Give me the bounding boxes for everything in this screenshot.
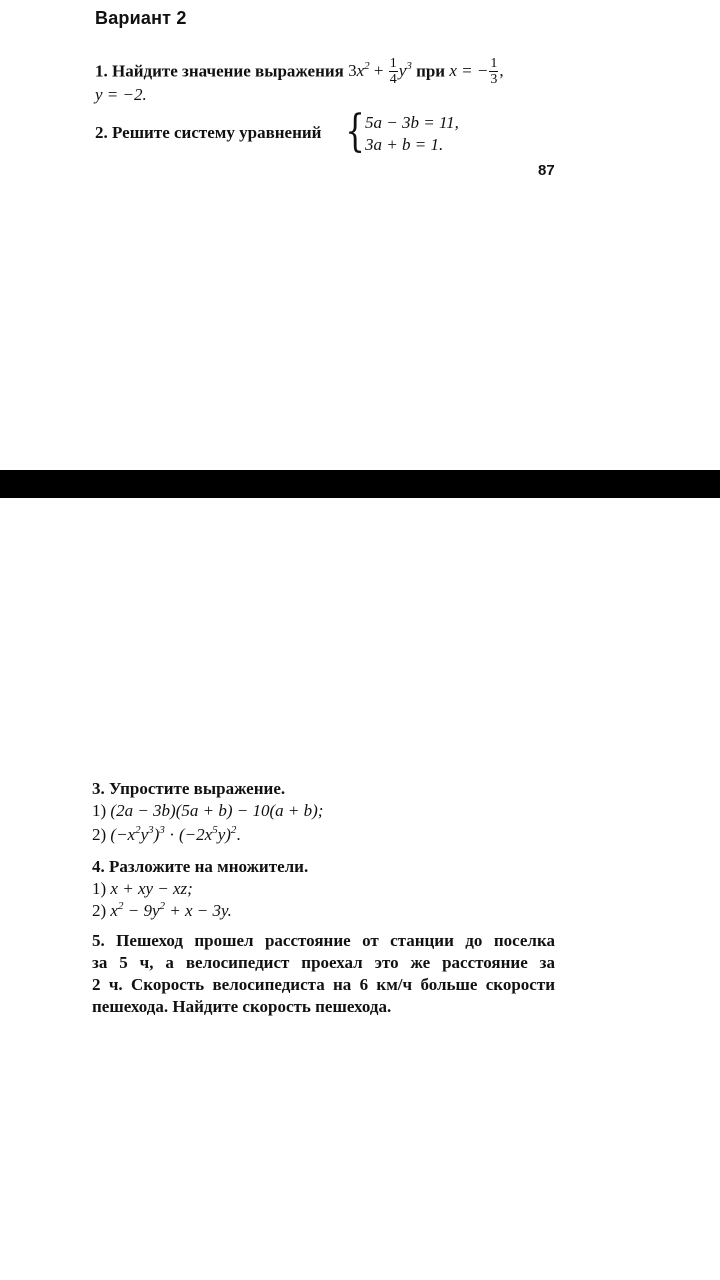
variant-title: Вариант 2 — [95, 8, 187, 28]
task-5-line-4: пешехода. Найдите скорость пешехода. — [92, 997, 392, 1016]
task-1-fraction: $\frac{1}{4}$ — [389, 56, 397, 87]
task-4-item-1: 1) x + xy − xz; — [92, 879, 193, 898]
page-top — [0, 0, 720, 470]
task-3-item-2: 2) $(-x^2y^3)^3 \cdot (-2x^5y)^2$. — [92, 824, 241, 844]
page-number: 87 — [538, 162, 555, 179]
task-1-expression: $3x^2$ + $\frac{1}{4}$ $y^3$ — [348, 56, 412, 87]
task-1-number: 1. — [95, 61, 108, 81]
task-1 — [95, 57, 504, 88]
task-2-equation-2: 3a + b = 1. — [365, 135, 444, 154]
task-5 — [92, 930, 555, 1018]
page-separator-bar — [0, 470, 720, 498]
task-5-line-1: 5. Пешеход прошел расстояние от станции до поселка — [92, 931, 555, 950]
task-3-heading: 3. Упростите выражение. — [92, 779, 286, 798]
task-4-heading: 4. Разложите на множители. — [92, 857, 309, 876]
system-brace: { — [345, 106, 365, 157]
task-5-line-3: 2 ч. Скорость велосипедиста на 6 км/ч больше скорости — [92, 975, 555, 994]
task-2-text: Решите систему уравнений — [112, 123, 322, 142]
task-5-line-2: за 5 ч, а велосипедист проехал это же расстояние за — [92, 953, 555, 972]
task-1-text: Найдите значение выражения — [112, 61, 344, 81]
task-2-equation-1: 5a − 3b = 11, — [365, 113, 459, 132]
task-2 — [95, 122, 321, 144]
task-2-number: 2. — [95, 123, 108, 142]
task-3-item-1: 1) (2a − 3b)(5a + b) − 10(a + b); — [92, 801, 324, 820]
task-1-word-pri: при — [416, 61, 446, 81]
task-1-condition-x: x = − $\frac{1}{3}$ , — [449, 56, 504, 87]
task-4-item-2: 2) $x^2 - 9y^2 + x - 3y$. — [92, 900, 232, 920]
task-1-condition-y: y = −2. — [95, 85, 147, 104]
